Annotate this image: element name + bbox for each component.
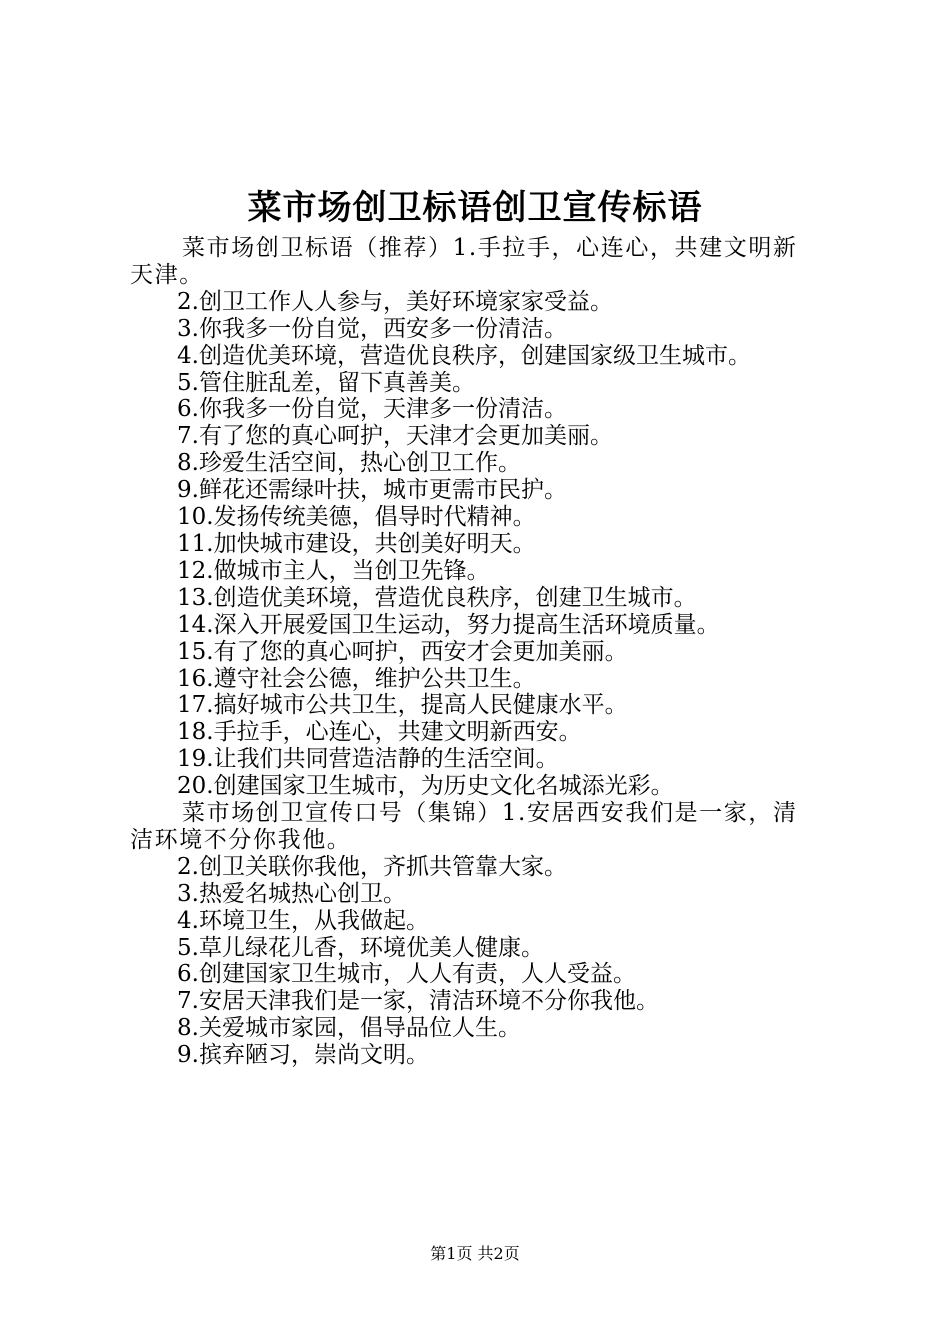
document-paragraph: 9.摈弃陋习，崇尚文明。 xyxy=(177,1042,429,1069)
document-paragraph: 12.做城市主人，当创卫先锋。 xyxy=(177,557,490,584)
document-paragraph: 7.安居天津我们是一家，清洁环境不分你我他。 xyxy=(177,988,659,1015)
document-body xyxy=(130,235,830,1069)
document-paragraph: 3.你我多一份自觉，西安多一份清洁。 xyxy=(177,315,567,342)
document-paragraph: 11.加快城市建设，共创美好明天。 xyxy=(177,530,536,557)
document-paragraph: 2.创卫工作人人参与，美好环境家家受益。 xyxy=(177,288,613,315)
document-paragraph: 5.管住脏乱差，留下真善美。 xyxy=(177,369,475,396)
document-paragraph: 6.你我多一份自觉，天津多一份清洁。 xyxy=(177,396,567,423)
page-footer: 第1页 共2页 xyxy=(430,1244,520,1263)
document-paragraph: 4.环境卫生，从我做起。 xyxy=(177,907,429,934)
document-paragraph: 7.有了您的真心呵护，天津才会更加美丽。 xyxy=(177,423,613,450)
document-paragraph: 8.珍爱生活空间，热心创卫工作。 xyxy=(177,450,521,477)
document-paragraph: 天津。 xyxy=(130,261,204,288)
document-paragraph: 4.创造优美环境，营造优良秩序，创建国家级卫生城市。 xyxy=(177,342,751,369)
document-paragraph: 10.发扬传统美德，倡导时代精神。 xyxy=(177,504,536,531)
document-paragraph: 18.手拉手，心连心，共建文明新西安。 xyxy=(177,719,582,746)
document-paragraph: 洁环境不分你我他。 xyxy=(130,826,352,853)
document-paragraph: 20.创建国家卫生城市，为历史文化名城添光彩。 xyxy=(177,773,674,800)
document-paragraph: 8.关爱城市家园，倡导品位人生。 xyxy=(177,1015,521,1042)
page-title: 菜市场创卫标语创卫宣传标语 xyxy=(247,188,703,228)
document-paragraph: 6.创建国家卫生城市，人人有责，人人受益。 xyxy=(177,961,636,988)
document-paragraph: 菜市场创卫标语（推荐）1.手拉手，心连心，共建文明新 xyxy=(182,235,798,261)
document-paragraph: 17.搞好城市公共卫生，提高人民健康水平。 xyxy=(177,692,628,719)
document-paragraph: 3.热爱名城热心创卫。 xyxy=(177,880,406,907)
document-paragraph: 14.深入开展爱国卫生运动，努力提高生活环境质量。 xyxy=(177,611,720,638)
document-paragraph: 菜市场创卫宣传口号（集锦）1.安居西安我们是一家，清 xyxy=(182,800,798,827)
document-paragraph: 19.让我们共同营造洁静的生活空间。 xyxy=(177,746,559,773)
document-paragraph: 2.创卫关联你我他，齐抓共管靠大家。 xyxy=(177,853,567,880)
document-paragraph: 13.创造优美环境，营造优良秩序，创建卫生城市。 xyxy=(177,584,697,611)
document-paragraph: 5.草儿绿花儿香，环境优美人健康。 xyxy=(177,934,544,961)
document-paragraph: 9.鲜花还需绿叶扶，城市更需市民护。 xyxy=(177,477,567,504)
document-paragraph: 16.遵守社会公德，维护公共卫生。 xyxy=(177,665,536,692)
document-paragraph: 15.有了您的真心呵护，西安才会更加美丽。 xyxy=(177,638,628,665)
